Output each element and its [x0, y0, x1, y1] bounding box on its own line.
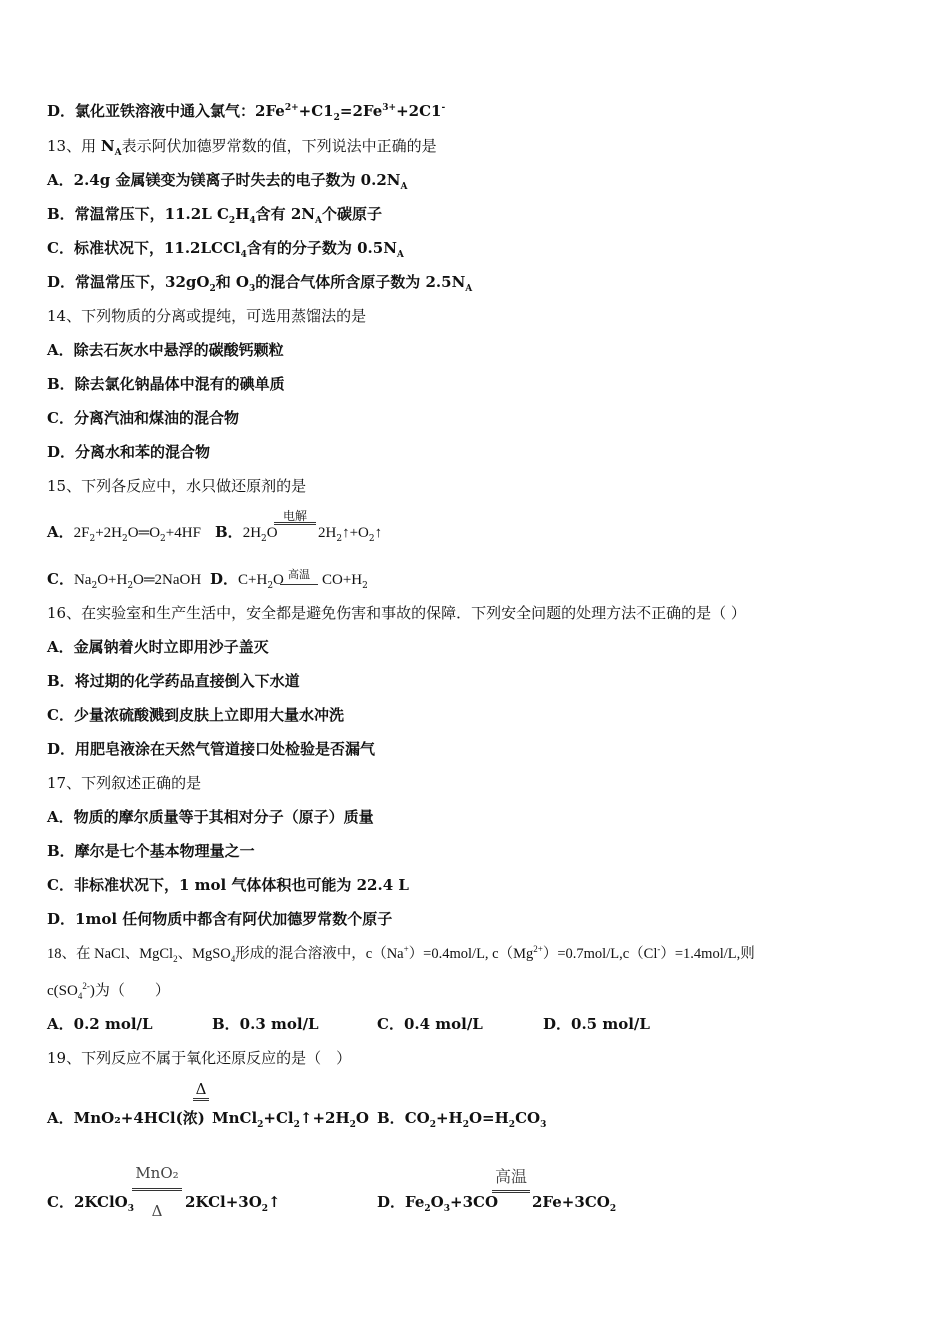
- q19-stem: 19、下列反应不属于氧化还原反应的是（ ）: [47, 1049, 352, 1067]
- q17-option-d: D．1mol 任何物质中都含有阿伏加德罗常数个原子: [47, 910, 393, 928]
- q15-b-products: $2H_2↑+O_2↑$: [318, 525, 383, 544]
- q15-option-b: B．$2H_2O$: [215, 523, 278, 544]
- q18-option-c: C．0.4 mol/L: [377, 1015, 483, 1033]
- q19-c-arrow: [132, 1188, 182, 1191]
- q16-stem: 16、在实验室和生产生活中，安全都是避免伤害和事故的保障．下列安全问题的处理方法不正确的是（ ）: [47, 604, 746, 622]
- q15-b-arrow: [274, 522, 316, 525]
- q15-b-condition: 电解: [282, 509, 307, 523]
- q13-option-c: C．标准状况下，11.2LCCl$_4$含有的分子数为 $0.5N_A$: [47, 239, 404, 260]
- q15-option-c: C．$Na_2O+H_2O═2NaOH$: [47, 570, 202, 591]
- q18-option-d: D．0.5 mol/L: [543, 1015, 650, 1033]
- q14-option-b: B．除去氯化钠晶体中混有的碘单质: [47, 375, 285, 393]
- q19-a-condition: Δ: [195, 1080, 207, 1098]
- q17-stem: 17、下列叙述正确的是: [47, 774, 202, 792]
- q19-c-catalyst: MnO₂: [135, 1164, 179, 1182]
- q12-option-d: D．氯化亚铁溶液中通入氯气：$2Fe^{2+}+C1_2=2Fe^{3+}+2C1^-$: [47, 102, 446, 123]
- q18-stem: 18、在 NaCl、MgCl$_2$、MgSO$_4$形成的混合溶液中，c（Na+）=0.4mol/L, $c(Mg^{2+})=0.7mol/L,c(Cl^-)=1.4mol/L$,则: [47, 944, 755, 964]
- q17-option-c: C．非标准状况下，1 mol 气体体积也可能为 22.4 L: [47, 876, 409, 894]
- q16-option-b: B．将过期的化学药品直接倒入下水道: [47, 672, 300, 690]
- q19-a-products: $MnCl_2+Cl_2↑+2H_2O$: [212, 1109, 369, 1130]
- q19-d-products: $2Fe+3CO_2$: [532, 1193, 617, 1214]
- q13-option-a: A．2.4g 金属镁变为镁离子时失去的电子数为 $0.2N_A$: [47, 171, 408, 192]
- q15-d-condition: 高温: [288, 568, 310, 581]
- q19-d-arrow: [492, 1190, 530, 1193]
- q15-option-a: A．$2F_2+2H_2O═O_2+4HF$: [47, 523, 201, 544]
- q19-option-a: A．MnO₂+4HCl(浓): [47, 1109, 205, 1127]
- q18-stem-cont: $c(SO_4^{2-})$为（ ）: [47, 981, 170, 1001]
- q15-option-d: D．$C+H_2O$: [210, 570, 284, 591]
- q16-option-d: D．用肥皂液涂在天然气管道接口处检验是否漏气: [47, 740, 376, 758]
- q15-d-products: $CO+H_2$: [322, 572, 368, 591]
- q19-a-arrow: [193, 1098, 209, 1101]
- q13-option-d: D．常温常压下，$32gO_2$和 $O_3$的混合气体所含原子数为 $2.5N_A$: [47, 273, 473, 294]
- q18-option-a: A．0.2 mol/L: [47, 1015, 153, 1033]
- q19-option-d: D．$Fe_2O_3+3CO$: [377, 1193, 499, 1214]
- q13-stem: 13、用 $N_A$表示阿伏加德罗常数的值，下列说法中正确的是: [47, 137, 437, 158]
- q14-option-a: A．除去石灰水中悬浮的碳酸钙颗粒: [47, 341, 284, 359]
- q19-d-condition: 高温: [494, 1167, 527, 1186]
- q13-option-b: B．常温常压下，11.2L $C_2H_4$含有 $2N_A$个碳原子: [47, 205, 383, 226]
- q15-stem: 15、下列各反应中，水只做还原剂的是: [47, 477, 307, 495]
- q18-option-b: B．0.3 mol/L: [212, 1015, 319, 1033]
- q16-option-a: A．金属钠着火时立即用沙子盖灭: [47, 638, 269, 656]
- q19-c-products: $2KCl+3O_2↑$: [185, 1193, 281, 1214]
- q16-option-c: C．少量浓硫酸溅到皮肤上立即用大量水冲洗: [47, 706, 344, 724]
- q19-option-b: B．$CO_2+H_2O=H_2CO_3$: [377, 1109, 547, 1130]
- q17-option-b: B．摩尔是七个基本物理量之一: [47, 842, 255, 860]
- q14-option-c: C．分离汽油和煤油的混合物: [47, 409, 239, 427]
- q14-option-d: D．分离水和苯的混合物: [47, 443, 211, 461]
- q19-c-heat: Δ: [151, 1202, 163, 1220]
- q14-stem: 14、下列物质的分离或提纯，可选用蒸馏法的是: [47, 307, 367, 325]
- q15-d-arrow: [280, 584, 318, 585]
- q19-option-c: C．2KClO$_3$: [47, 1193, 134, 1214]
- q17-option-a: A．物质的摩尔质量等于其相对分子（原子）质量: [47, 808, 374, 826]
